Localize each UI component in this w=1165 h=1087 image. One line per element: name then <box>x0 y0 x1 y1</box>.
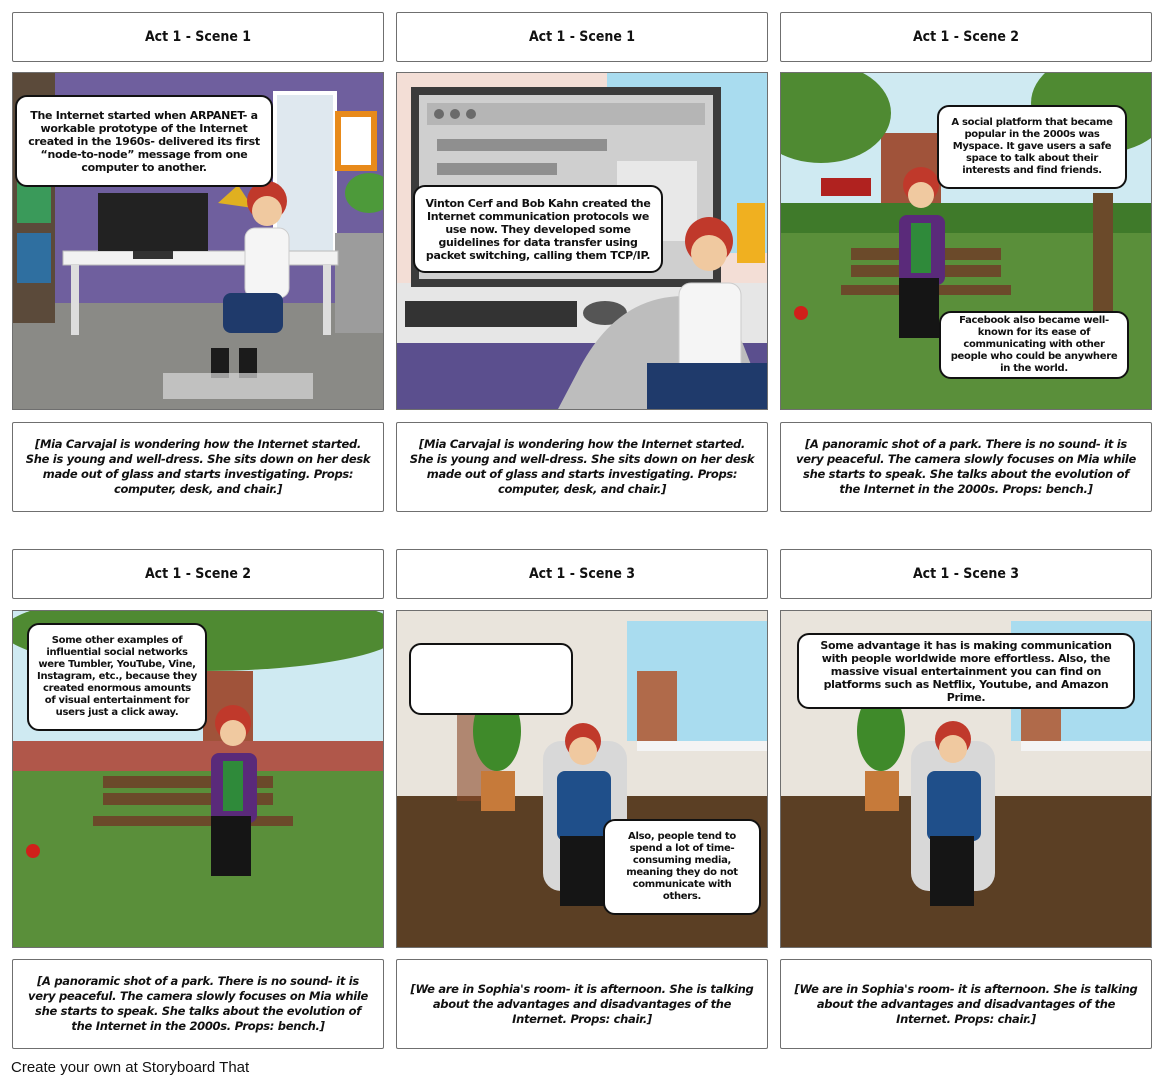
cell-1-speech-text: The Internet started when ARPANET- a workable prototype of the Internet created in the 1960s- delivered its first “node-to-node” message from one computer to another. <box>28 108 260 174</box>
cell-1-caption <box>12 422 384 512</box>
cell-4-caption-text: [A panoramic shot of a park. There is no sound- it is very peaceful. The camera slowly focuses on Mia while she starts to speak. She talks about the evolution of the Internet in the 2000s. Props: bench.] <box>28 974 368 1033</box>
cell-2-title <box>396 12 768 62</box>
cell-3-title <box>780 12 1152 62</box>
cell-2-title-text: Act 1 - Scene 1 <box>528 29 636 45</box>
cell-4-caption <box>12 959 384 1049</box>
cell-3-speech-bubble-2 <box>939 311 1129 379</box>
cell-5-title <box>396 549 768 599</box>
cell-4-title <box>12 549 384 599</box>
cell-6-speech-bubble <box>797 633 1135 709</box>
cell-2-caption-text: [Mia Carvajal is wondering how the Internet started. She is young and well-dress. She sits down on her desk made out of glass and starts investigating. Props: computer, desk, and chair.] <box>409 437 755 496</box>
cell-1-title-text: Act 1 - Scene 1 <box>144 29 252 45</box>
cell-5-caption <box>396 959 768 1049</box>
cell-5-speech-text-2: Also, people tend to spend a lot of time-consuming media, meaning they do not communicate with others. <box>626 831 738 902</box>
cell-5-caption-text: [We are in Sophia's room- it is afternoon. She is talking about the advantages and disadvantages of the Internet. Props: chair.] <box>410 981 754 1026</box>
cell-4-speech-bubble <box>27 623 207 731</box>
cell-6-caption <box>780 959 1152 1049</box>
cell-2-caption <box>396 422 768 512</box>
cell-1-speech-bubble <box>15 95 273 187</box>
cell-3-speech-bubble-1 <box>937 105 1127 189</box>
cell-1-caption-text: [Mia Carvajal is wondering how the Internet started. She is young and well-dress. She sits down on her desk made out of glass and starts investigating. Props: computer, desk, and chair.] <box>25 437 371 496</box>
cell-6-title <box>780 549 1152 599</box>
cell-3-speech-text-1: A social platform that became popular in the 2000s was Myspace. It gave users a safe space to talk about their interests and find friends. <box>951 117 1113 176</box>
cell-2-speech-text: Vinton Cerf and Bob Kahn created the Internet communication protocols we use now. They developed some guidelines for data transfer using packet switching, calling them TCP/IP. <box>425 196 651 262</box>
cell-5-image <box>396 610 768 948</box>
cell-2-speech-bubble <box>413 185 663 273</box>
cell-6-image <box>780 610 1152 948</box>
cell-2-image <box>396 72 768 410</box>
cell-1-image <box>12 72 384 410</box>
cell-4-title-text: Act 1 - Scene 2 <box>144 566 252 582</box>
cell-3-title-text: Act 1 - Scene 2 <box>912 29 1020 45</box>
cell-4-image <box>12 610 384 948</box>
cell-5-title-text: Act 1 - Scene 3 <box>528 566 636 582</box>
cell-3-caption-text: [A panoramic shot of a park. There is no sound- it is very peaceful. The camera slowly focuses on Mia while she starts to speak. She talks about the evolution of the Internet in the 2000s. Props: bench.] <box>796 437 1136 496</box>
cell-6-caption-text: [We are in Sophia's room- it is afternoon. She is talking about the advantages and disadvantages of the Internet. Props: chair.] <box>794 981 1138 1026</box>
cell-5-speech-bubble-empty <box>409 643 573 715</box>
cell-4-speech-text: Some other examples of influential social networks were Tumbler, YouTube, Vine, Instagram, etc., because they created enormous amounts of visual entertainment for users just a click away. <box>37 635 197 718</box>
cell-6-title-text: Act 1 - Scene 3 <box>912 566 1020 582</box>
cell-3-caption <box>780 422 1152 512</box>
cell-1-title <box>12 12 384 62</box>
storyboard-that-link[interactable]: Create your own at Storyboard That <box>11 1059 250 1076</box>
cell-3-image <box>780 72 1152 410</box>
cell-3-speech-text-2: Facebook also became well-known for its ease of communicating with other people who could be anywhere in the world. <box>950 315 1118 374</box>
cell-6-speech-text: Some advantage it has is making communication with people worldwide more effortless. Also, the massive visual entertainment you can find on platforms such as Netflix, Youtube, and Amazon Prime. <box>820 638 1112 704</box>
cell-5-speech-bubble <box>603 819 761 915</box>
